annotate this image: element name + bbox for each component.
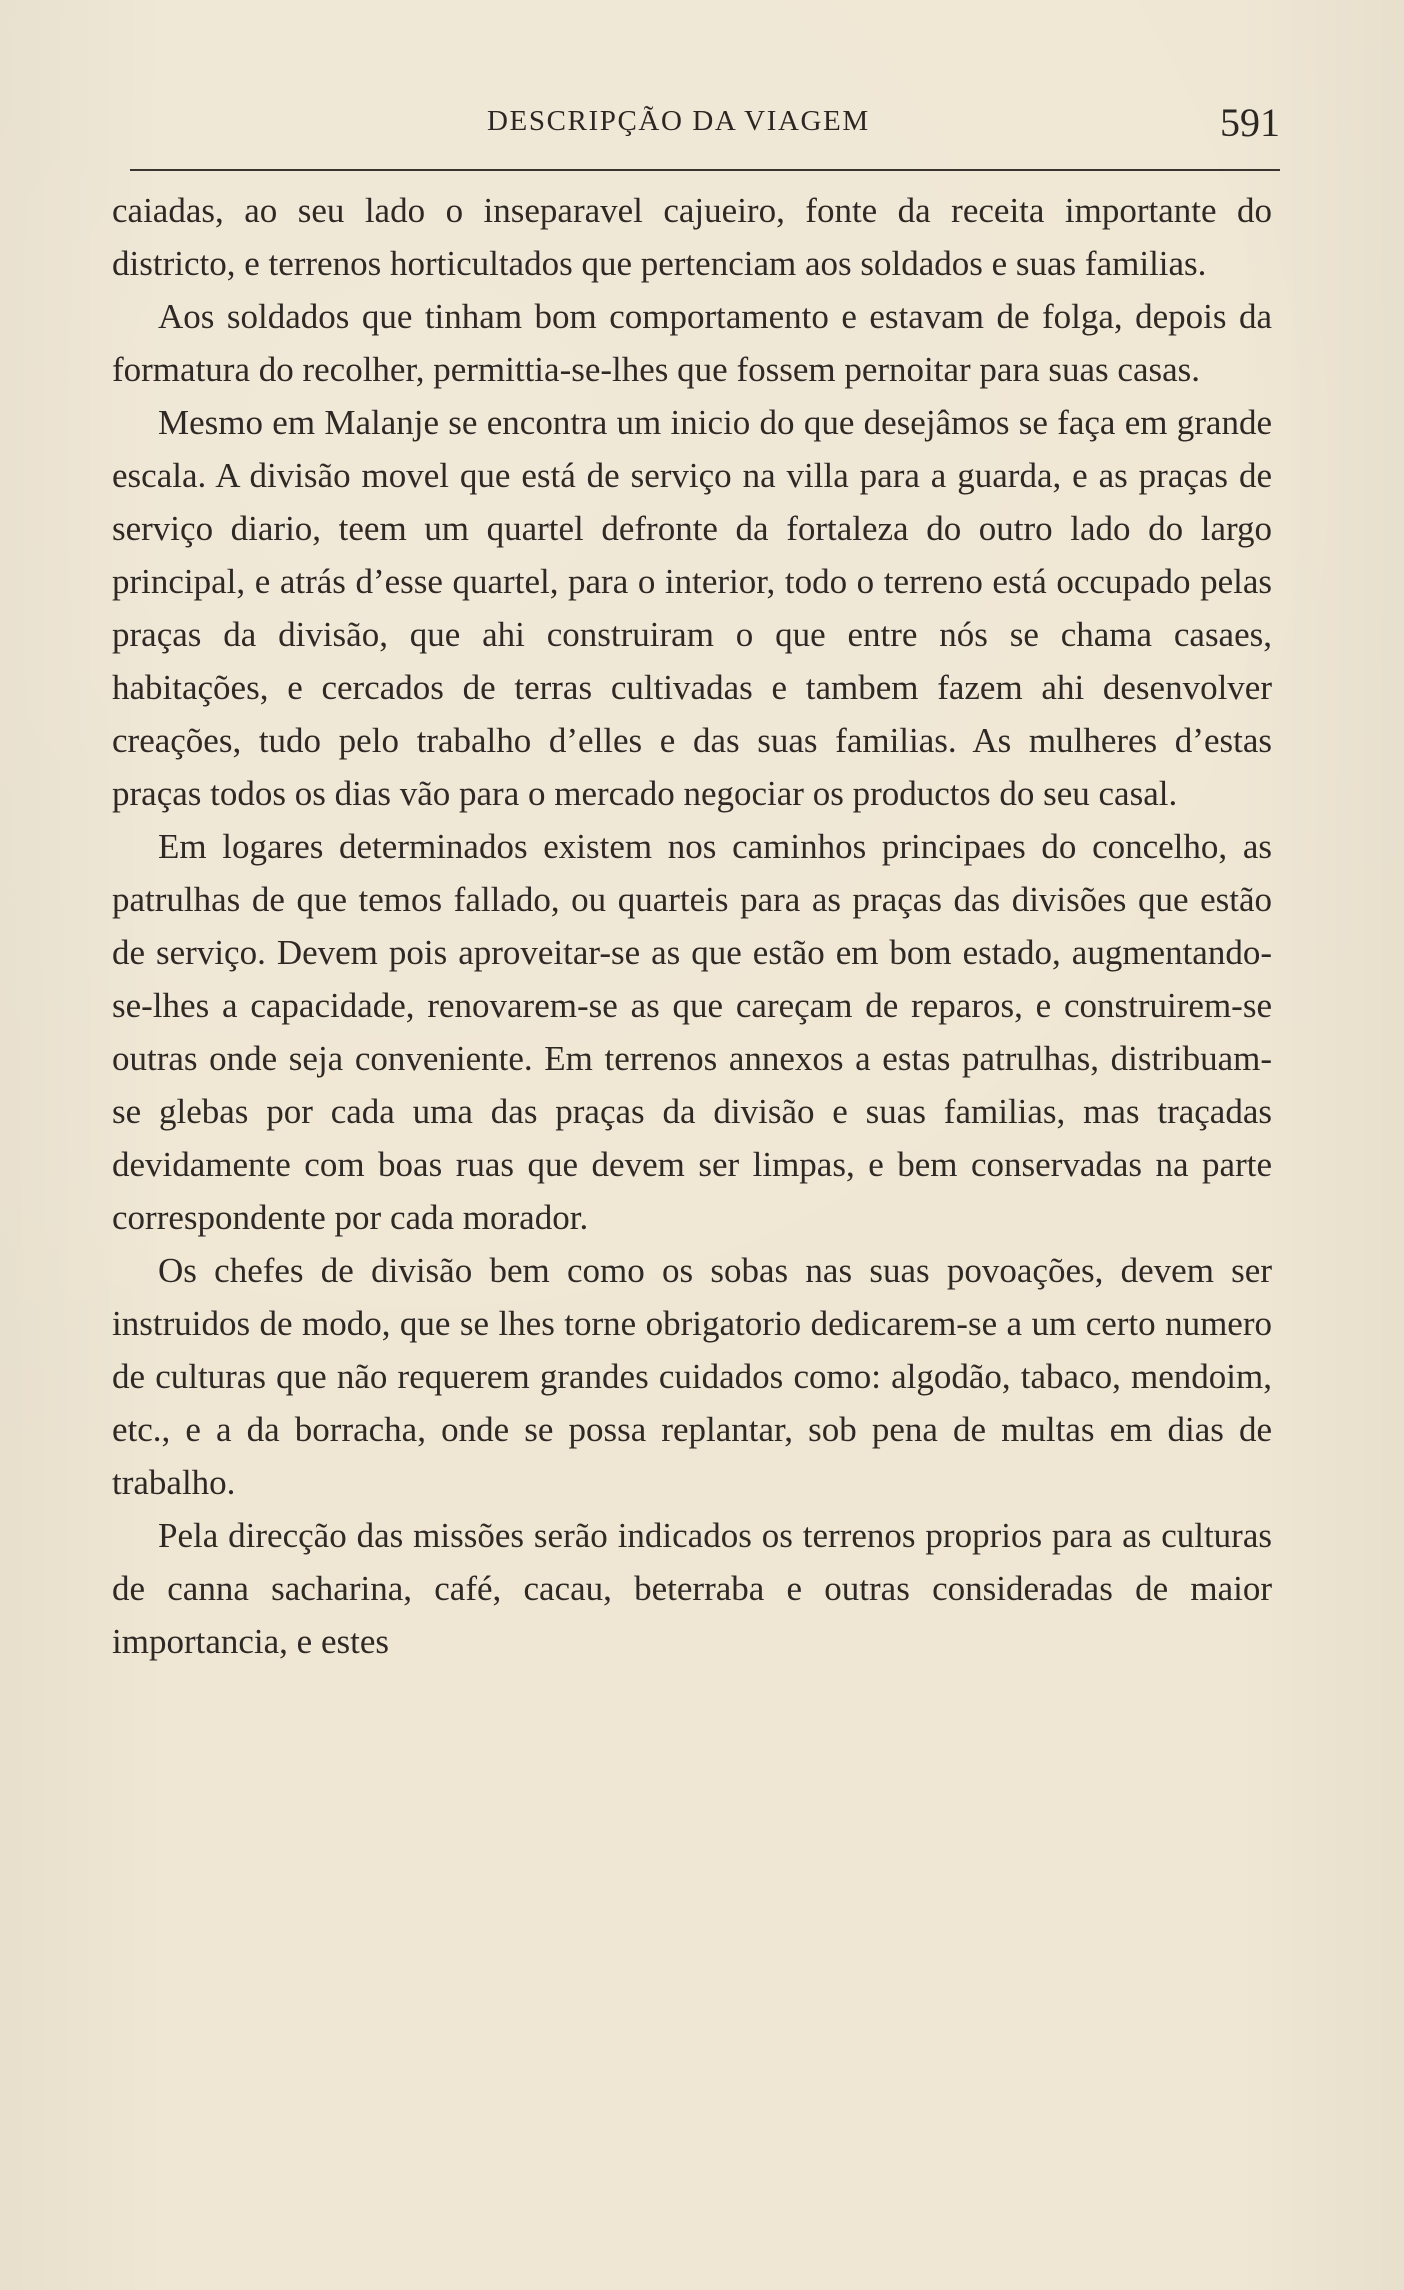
page-number: 591 (1220, 100, 1280, 145)
paragraph-5: Os chefes de divisão bem como os sobas nas suas povoações, devem ser instruidos de modo, que se lhes torne obrigatorio dedicarem-se a um certo numero de culturas que não requerem grandes cuidados como: algodão, tabaco, mendoim, etc., e a da borracha, onde se possa replantar, sob pena de multas em dias de trabalho. (112, 1251, 1272, 1502)
page-header (130, 100, 1280, 165)
header-rule (130, 169, 1280, 171)
paragraph-4: Em logares determinados existem nos caminhos principaes do concelho, as patrulhas de que temos fallado, ou quarteis para as praças das divisões que estão de serviço. Devem pois aproveitar-se as que estão em bom estado, augmentando-se-lhes a capacidade, renovarem-se as que careçam de reparos, e construirem-se outras onde seja conveniente. Em terrenos annexos a estas patrulhas, distribuam-se glebas por cada uma das praças da divisão e suas familias, mas traçadas devidamente com boas ruas que devem ser limpas, e bem conservadas na parte correspondente por cada morador. (112, 827, 1272, 1237)
paragraph-3: Mesmo em Malanje se encontra um inicio do que desejâmos se faça em grande escala. A divisão movel que está de serviço na villa para a guarda, e as praças de serviço diario, teem um quartel defronte da fortaleza do outro lado do largo principal, e atrás d’esse quartel, para o interior, todo o terreno está occupado pelas praças da divisão, que ahi construiram o que entre nós se chama casaes, habitações, e cercados de terras cultivadas e tambem fazem ahi desenvolver creações, tudo pelo trabalho d’elles e das suas familias. As mulheres d’estas praças todos os dias vão para o mercado negociar os productos do seu casal. (112, 403, 1272, 813)
paragraph-6: Pela direcção das missões serão indicados os terrenos proprios para as culturas de canna sacharina, café, cacau, beterraba e outras consideradas de maior importancia, e estes (112, 1516, 1272, 1661)
page-body (112, 184, 1272, 1668)
running-head: DESCRIPÇÃO DA VIAGEM (487, 105, 870, 137)
paragraph-2: Aos soldados que tinham bom comportamento e estavam de folga, depois da formatura do recolher, permittia-se-lhes que fossem pernoitar para suas casas. (112, 297, 1272, 389)
paragraph-1: caiadas, ao seu lado o inseparavel cajueiro, fonte da receita importante do districto, e terrenos horticultados que pertenciam aos soldados e suas familias. (112, 191, 1272, 283)
